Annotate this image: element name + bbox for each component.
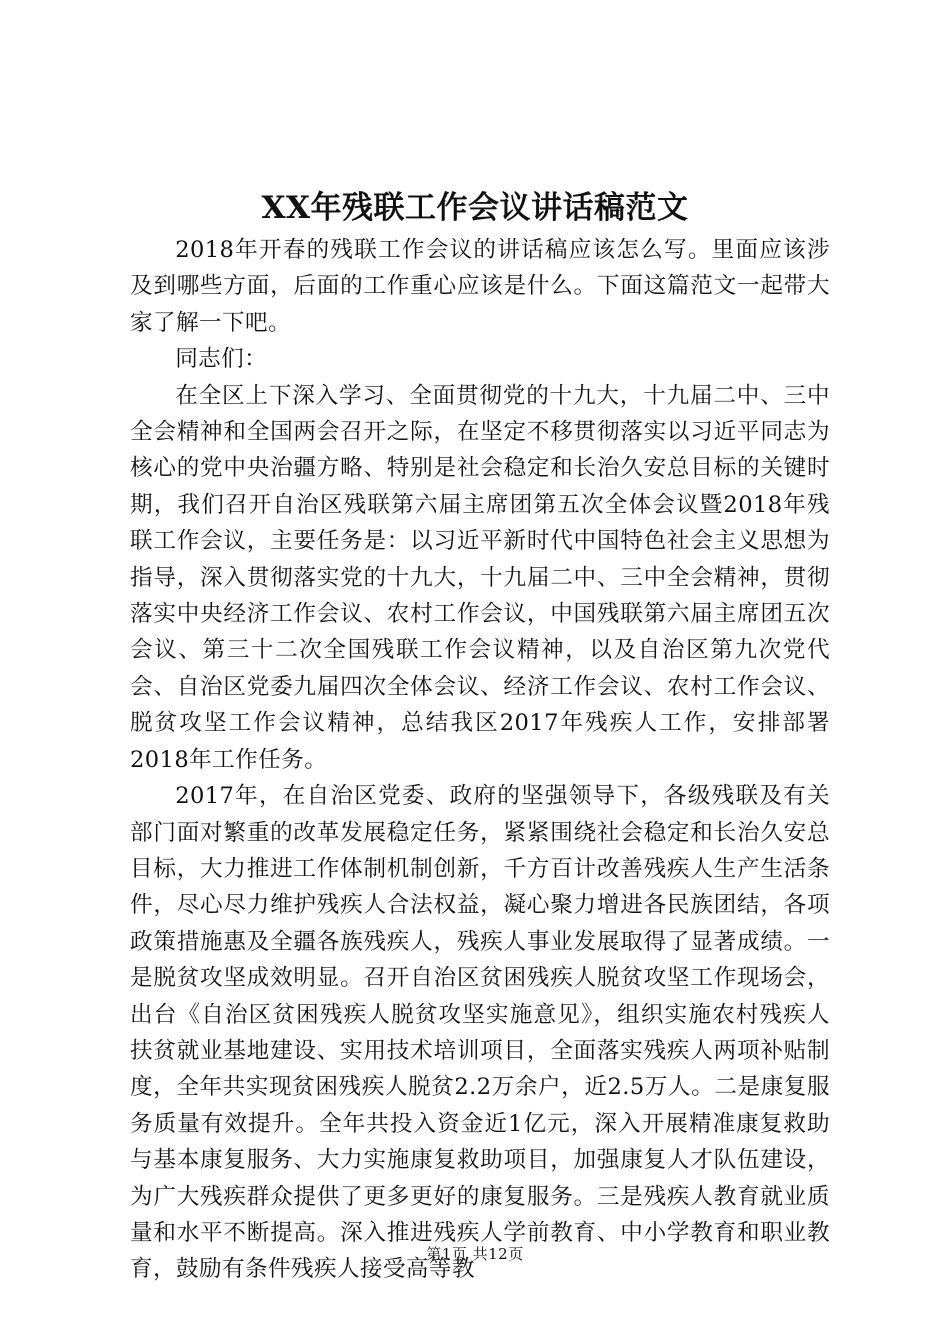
salutation-paragraph: 同志们： <box>175 346 268 373</box>
document-title: XX年残联工作会议讲话稿范文 <box>261 190 689 226</box>
opening-paragraph: 在全区上下深入学习、全面贯彻党的十九大，十九届二中、三中全会精神和全国两会召开之际，在坚定不移贯彻落实以习近平同志为核心的党中央治疆方略、特别是社会稳定和长治久安总目标的关键时期，我们召开自治区残联第六届主席团第五次全体会议暨2018年残联工作会议，主要任务是：以习近平新时代中国特色社会主义思想为指导，深入贯彻落实党的十九大，十九届二中、三中全会精神，贯彻落实中央经济工作会议、农村工作会议，中国残联第六届主席团五次会议、第三十二次全国残联工作会议精神，以及自治区第九次党代会、自治区党委九届四次全体会议、经济工作会议、农村工作会议、脱贫攻坚工作会议精神，总结我区2017年残疾人工作，安排部署2018年工作任务。 <box>130 382 830 773</box>
review-paragraph: 2017年，在自治区党委、政府的坚强领导下，各级残联及有关部门面对繁重的改革发展稳定任务，紧紧围绕社会稳定和长治久安总目标，大力推进工作体制机制创新，千方百计改善残疾人生产生活条件，尽心尽力维护残疾人合法权益，凝心聚力增进各民族团结，各项政策措施惠及全疆各族残疾人，残疾人事业发展取得了显著成绩。一是脱贫攻坚成效明显。召开自治区贫困残疾人脱贫攻坚工作现场会，出台《自治区贫困残疾人脱贫攻坚实施意见》，组织实施农村残疾人扶贫就业基地建设、实用技术培训项目，全面落实残疾人两项补贴制度，全年共实现贫困残疾人脱贫2.2万余户，近2.5万人。二是康复服务质量有效提升。全年共投入资金近1亿元，深入开展精准康复救助与基本康复服务、大力实施康复救助项目，加强康复人才队伍建设，为广大残疾群众提供了更多更好的康复服务。三是残疾人教育就业质量和水平不断提高。深入推进残疾人学前教育、中小学教育和职业教育，鼓励有条件残疾人接受高等教 <box>130 783 830 1283</box>
intro-paragraph: 2018年开春的残联工作会议的讲话稿应该怎么写。里面应该涉及到哪些方面，后面的工作重心应该是什么。下面这篇范文一起带大家了解一下吧。 <box>130 237 830 336</box>
page-footer: 第1页 共12页 <box>426 1245 524 1263</box>
document-body <box>130 232 830 1288</box>
